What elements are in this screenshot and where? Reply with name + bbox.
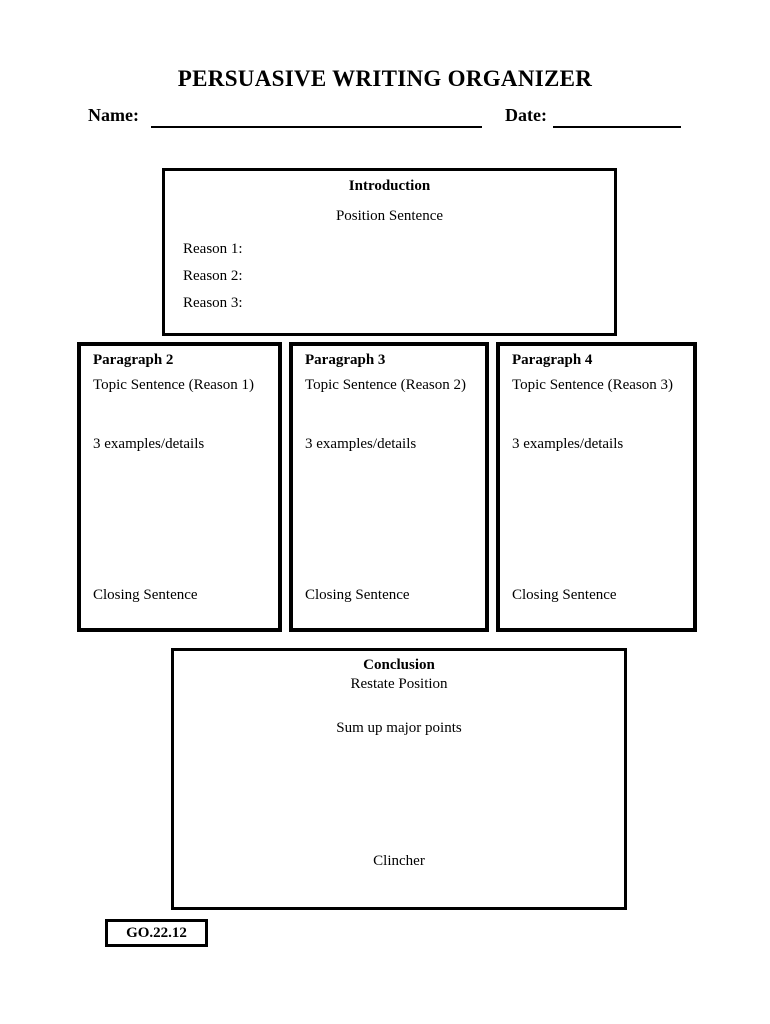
paragraph-2-box bbox=[77, 342, 282, 632]
paragraph-3-closing-label: Closing Sentence bbox=[305, 587, 410, 603]
worksheet-code-badge bbox=[105, 919, 208, 947]
date-label: Date: bbox=[505, 105, 547, 125]
name-label: Name: bbox=[88, 105, 139, 125]
paragraph-3-box bbox=[289, 342, 489, 632]
sum-up-major-points-label: Sum up major points bbox=[336, 720, 462, 736]
introduction-title: Introduction bbox=[348, 178, 431, 194]
paragraph-2-topic-label: Topic Sentence (Reason 1) bbox=[93, 377, 254, 393]
name-field[interactable] bbox=[151, 126, 482, 128]
introduction-box bbox=[162, 168, 617, 336]
date-field[interactable] bbox=[553, 126, 681, 128]
paragraph-4-box bbox=[496, 342, 697, 632]
worksheet-code: GO.22.12 bbox=[126, 924, 187, 941]
paragraph-4-topic-label: Topic Sentence (Reason 3) bbox=[512, 377, 673, 393]
paragraph-3-title: Paragraph 3 bbox=[305, 352, 386, 368]
conclusion-box bbox=[171, 648, 627, 910]
paragraph-2-closing-label: Closing Sentence bbox=[93, 587, 198, 603]
paragraph-2-examples-label: 3 examples/details bbox=[93, 436, 205, 452]
reason-3-label: Reason 3: bbox=[183, 295, 243, 311]
page-title: PERSUASIVE WRITING ORGANIZER bbox=[177, 66, 593, 91]
restate-position-label: Restate Position bbox=[350, 676, 448, 692]
paragraph-2-title: Paragraph 2 bbox=[93, 352, 174, 368]
paragraph-4-examples-label: 3 examples/details bbox=[512, 436, 624, 452]
paragraph-4-title: Paragraph 4 bbox=[512, 352, 593, 368]
paragraph-4-closing-label: Closing Sentence bbox=[512, 587, 617, 603]
conclusion-title: Conclusion bbox=[363, 657, 435, 673]
position-sentence-label: Position Sentence bbox=[335, 208, 444, 224]
paragraph-3-examples-label: 3 examples/details bbox=[305, 436, 417, 452]
reason-2-label: Reason 2: bbox=[183, 268, 243, 284]
reason-1-label: Reason 1: bbox=[183, 241, 243, 257]
paragraph-3-topic-label: Topic Sentence (Reason 2) bbox=[305, 377, 466, 393]
clincher-label: Clincher bbox=[373, 853, 425, 869]
